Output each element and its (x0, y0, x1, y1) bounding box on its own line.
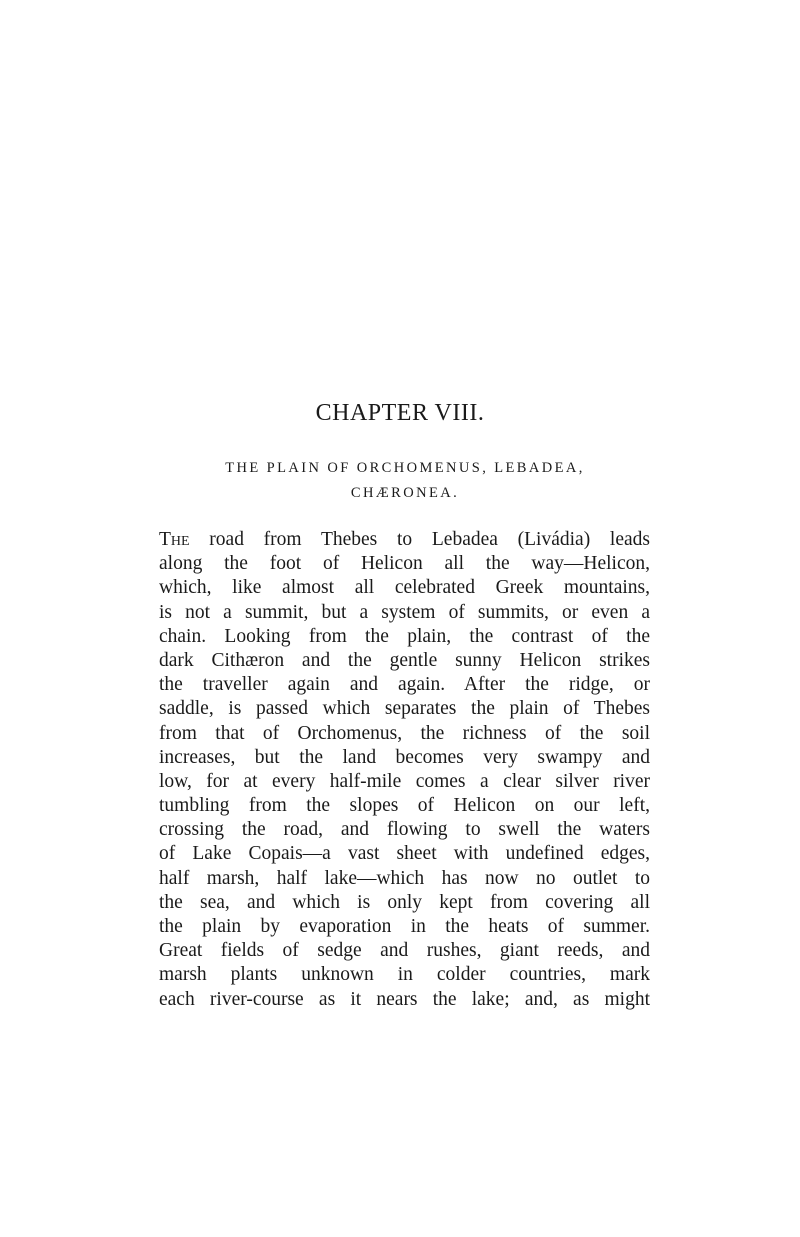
text-line: of Lake Copais—a vast sheet with undefined edges, (159, 843, 650, 865)
text-line: tumbling from the slopes of Helicon on our left, (159, 795, 650, 817)
text-line: chain. Looking from the plain, the contrast of the (159, 625, 650, 647)
text-line: marsh plants unknown in colder countries, mark (159, 964, 650, 986)
text-line: the plain by evaporation in the heats of summer. (159, 916, 650, 937)
text-line: low, for at every half-mile comes a clear silver river (159, 770, 650, 792)
text-line: is not a summit, but a system of summits, or even a (159, 601, 650, 623)
text-line: each river-course as it nears the lake; and, as might (159, 988, 650, 1010)
text-line: which, like almost all celebrated Greek mountains, (159, 577, 650, 599)
chapter-subtitle (160, 456, 650, 506)
text-line: Great fields of sedge and rushes, giant reeds, and (159, 940, 650, 962)
text-line: dark Cithæron and the gentle sunny Helicon strikes (159, 649, 650, 671)
chapter-subtitle-line-2: CHÆRONEA. (350, 485, 460, 501)
body-paragraph (159, 528, 650, 1012)
text-line-content: road from Thebes to Lebadea (Livádia) leads (189, 529, 650, 550)
text-line: from that of Orchomenus, the richness of the soil (159, 722, 650, 744)
text-line: half marsh, half lake—which has now no outlet to (159, 867, 650, 889)
text-line: the traveller again and again. After the ridge, or (159, 674, 650, 696)
text-line: increases, but the land becomes very swampy and (159, 746, 650, 768)
chapter-title: CHAPTER VIII. (315, 400, 485, 426)
text-line: crossing the road, and flowing to swell the waters (159, 819, 650, 841)
chapter-subtitle-line-1: THE PLAIN OF ORCHOMENUS, LEBADEA, (225, 460, 585, 476)
text-line: the sea, and which is only kept from covering all (159, 891, 650, 913)
text-line: along the foot of Helicon all the way—Helicon, (159, 553, 650, 575)
text-line: saddle, is passed which separates the plain of Thebes (159, 698, 650, 720)
text-line (159, 528, 650, 552)
opening-word: The (159, 529, 190, 550)
